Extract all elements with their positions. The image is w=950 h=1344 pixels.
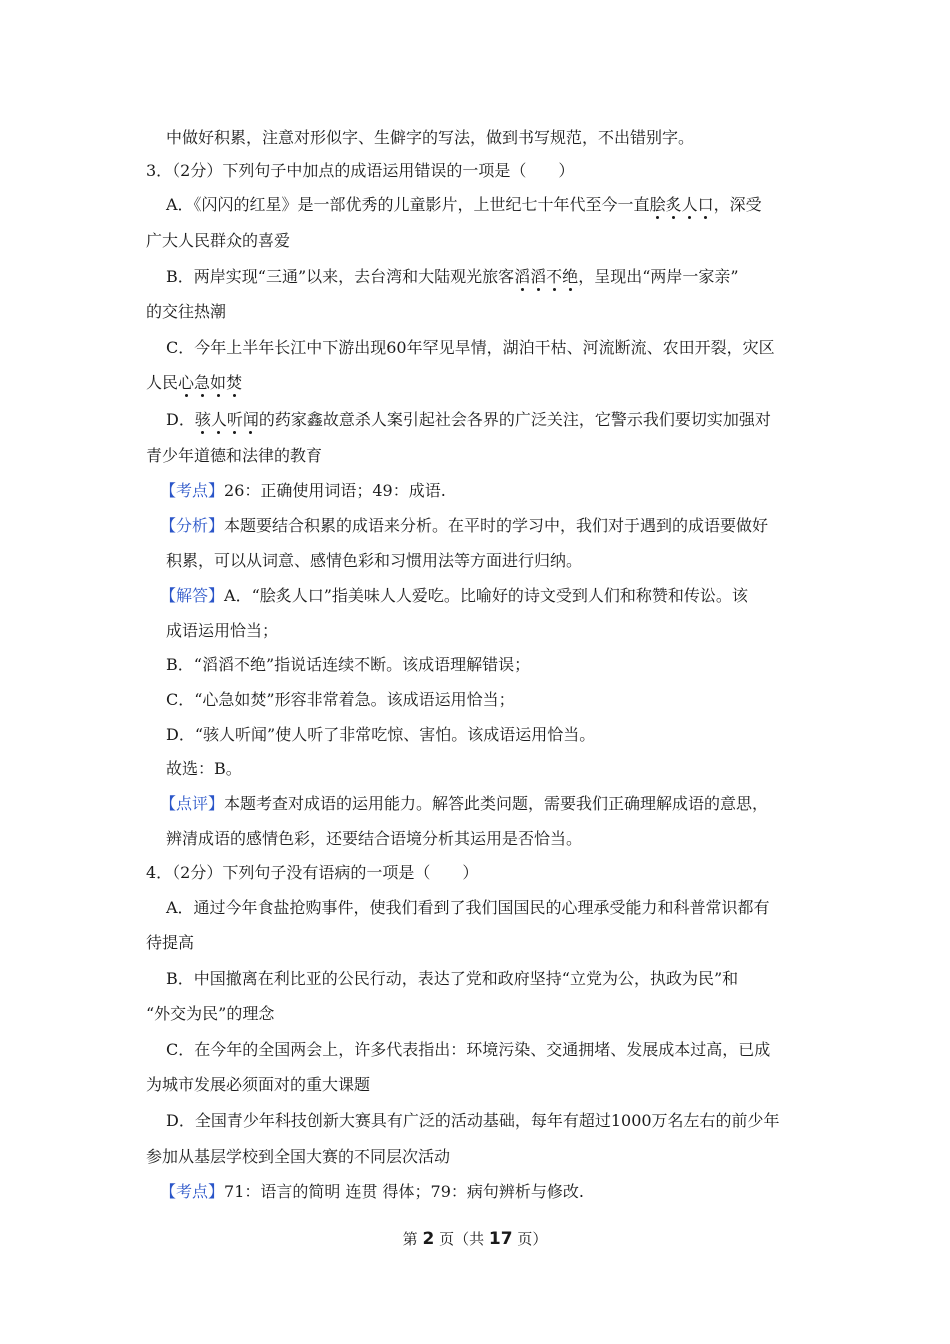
q4-option-a-cont: 待提高 <box>146 933 195 952</box>
q4-option-c: C．在今年的全国两会上，许多代表指出：环境污染、交通拥堵、发展成本过高，已成 <box>166 1040 771 1059</box>
q3-jieda-cont: 成语运用恰当； <box>166 621 279 640</box>
q3-fenxi-cont: 积累，可以从词意、感情色彩和习惯用法等方面进行归纳。 <box>166 551 583 570</box>
q3-dianping: 【点评】本题考查对成语的运用能力。解答此类问题，需要我们正确理解成语的意思， <box>160 794 769 813</box>
q3-option-b-cont: 的交往热潮 <box>146 302 227 321</box>
q4-option-b: B．中国撤离在利比亚的公民行动，表达了党和政府坚持“立党为公，执政为民”和 <box>166 969 739 988</box>
q3-jieda-b: B．“滔滔不绝”指说话连续不断。该成语理解错误； <box>166 655 531 674</box>
q4-option-c-cont: 为城市发展必须面对的重大课题 <box>146 1075 371 1094</box>
q4-option-a: A．通过今年食盐抢购事件，使我们看到了我们国国民的心理承受能力和科普常识都有 <box>166 898 770 917</box>
q3-option-d-cont: 青少年道德和法律的教育 <box>146 446 323 465</box>
question-4-stem: 4．（2分）下列句子没有语病的一项是（ ） <box>146 863 479 882</box>
q3-jieda: 【解答】A．“脍炙人口”指美味人人爱吃。比喻好的诗文受到人们和称赞和传讼。该 <box>160 586 748 605</box>
q4-option-b-cont: “外交为民”的理念 <box>146 1004 275 1023</box>
text-line: 中做好积累，注意对形似字、生僻字的写法，做到书写规范，不出错别字。 <box>166 128 695 147</box>
q3-fenxi: 【分析】本题要结合积累的成语来分析。在平时的学习中，我们对于遇到的成语要做好 <box>160 516 769 535</box>
question-3-stem: 3．（2分）下列句子中加点的成语运用错误的一项是（ ） <box>146 161 575 180</box>
page-total: 17 <box>488 1229 513 1249</box>
q3-jieda-c: C．“心急如焚”形容非常着急。该成语运用恰当； <box>166 690 515 709</box>
page-number: 2 <box>422 1229 435 1249</box>
q3-jieda-d: D．“骇人听闻”使人听了非常吃惊、害怕。该成语运用恰当。 <box>166 725 596 744</box>
q3-option-d: D．骇人听闻的药家鑫故意杀人案引起社会各界的广泛关注，它警示我们要切实加强对 <box>166 410 771 429</box>
fenxi-tag: 【分析】 <box>160 516 225 535</box>
kaodian-tag: 【考点】 <box>160 481 225 500</box>
q3-option-c: C．今年上半年长江中下游出现60年罕见旱情，湖泊干枯、河流断流、农田开裂，灾区 <box>166 338 775 357</box>
jieda-tag: 【解答】 <box>160 586 225 605</box>
q3-option-b: B．两岸实现“三通”以来，去台湾和大陆观光旅客滔滔不绝，呈现出“两岸一家亲” <box>166 267 739 286</box>
q3-option-c-cont: 人民心急如焚 <box>146 373 243 392</box>
q3-dianping-cont: 辨清成语的感情色彩，还要结合语境分析其运用是否恰当。 <box>166 829 583 848</box>
q3-kaodian: 【考点】26：正确使用词语；49：成语. <box>160 481 446 500</box>
q4-option-d: D．全国青少年科技创新大赛具有广泛的活动基础，每年有超过1000万名左右的前少年 <box>166 1111 780 1130</box>
q4-kaodian: 【考点】71：语言的简明 连贯 得体；79：病句辨析与修改. <box>160 1182 584 1201</box>
dianping-tag: 【点评】 <box>160 794 225 813</box>
q3-answer: 故选：B。 <box>166 759 242 778</box>
kaodian-tag: 【考点】 <box>160 1182 225 1201</box>
q3-option-a-cont: 广大人民群众的喜爱 <box>146 231 291 250</box>
q3-option-a: A．《闪闪的红星》是一部优秀的儿童影片，上世纪七十年代至今一直脍炙人口，深受 <box>166 195 762 214</box>
q4-option-d-cont: 参加从基层学校到全国大赛的不同层次活动 <box>146 1147 451 1166</box>
page-footer: 第 2 页（共 17 页） <box>402 1229 548 1249</box>
